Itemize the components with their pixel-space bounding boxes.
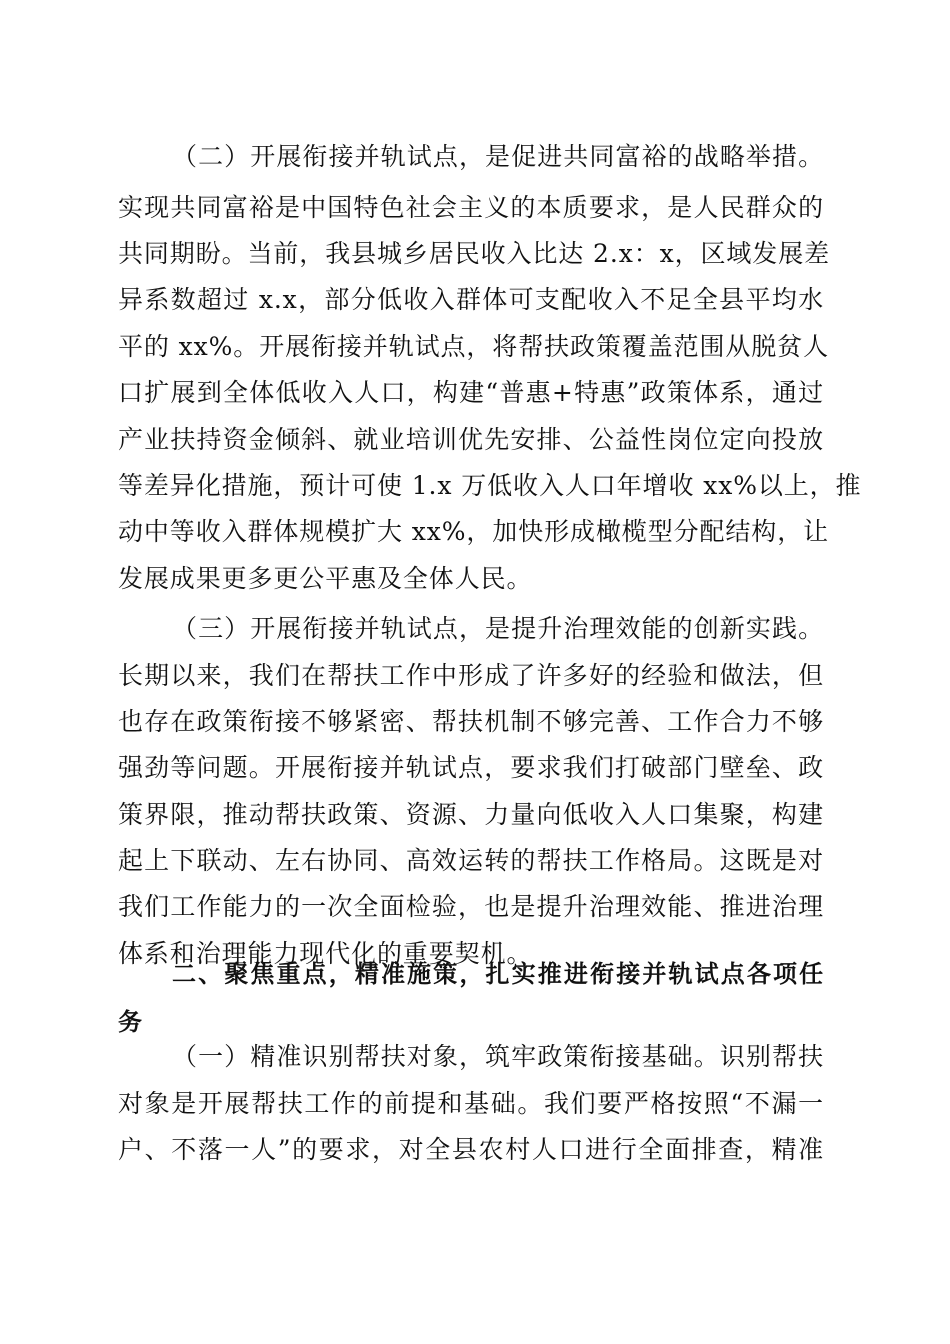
paragraph-line: 动中等收入群体规模扩大 xx%，加快形成橄榄型分配结构，让 — [118, 517, 830, 546]
paragraph-line: 共同期盼。当前，我县城乡居民收入比达 2.x：x，区域发展差 — [118, 239, 830, 268]
paragraph-line: 强劲等问题。开展衔接并轨试点，要求我们打破部门壁垒、政 — [118, 753, 824, 782]
paragraph-line: 户、不落一人”的要求，对全县农村人口进行全面排查，精准 — [118, 1135, 824, 1164]
paragraph-line: 实现共同富裕是中国特色社会主义的本质要求，是人民群众的 — [118, 193, 824, 222]
paragraph-line: 等差异化措施，预计可使 1.x 万低收入人口年增收 xx%以上，推 — [118, 471, 862, 500]
section-heading-continuation: 务 — [118, 1008, 143, 1036]
paragraph-heading-3: （三）开展衔接并轨试点，是提升治理效能的创新实践。 — [172, 614, 824, 643]
section-heading: 二、聚焦重点，精准施策，扎实推进衔接并轨试点各项任 — [172, 960, 824, 988]
paragraph-line: 也存在政策衔接不够紧密、帮扶机制不够完善、工作合力不够 — [118, 707, 824, 736]
paragraph-line: 平的 xx%。开展衔接并轨试点，将帮扶政策覆盖范围从脱贫人 — [118, 332, 830, 361]
paragraph-line: 我们工作能力的一次全面检验，也是提升治理效能、推进治理 — [118, 892, 824, 921]
paragraph-line: 口扩展到全体低收入人口，构建“普惠+特惠”政策体系，通过 — [118, 378, 824, 407]
paragraph-line: 异系数超过 x.x，部分低收入群体可支配收入不足全县平均水 — [118, 285, 824, 314]
paragraph-line: 发展成果更多更公平惠及全体人民。 — [118, 564, 533, 593]
paragraph-line: 长期以来，我们在帮扶工作中形成了许多好的经验和做法，但 — [118, 661, 824, 690]
paragraph-line: 产业扶持资金倾斜、就业培训优先安排、公益性岗位定向投放 — [118, 425, 824, 454]
paragraph-heading-1: （一）精准识别帮扶对象，筑牢政策衔接基础。识别帮扶 — [172, 1042, 824, 1071]
paragraph-line: 对象是开展帮扶工作的前提和基础。我们要严格按照“不漏一 — [118, 1089, 824, 1118]
paragraph-line: 策界限，推动帮扶政策、资源、力量向低收入人口集聚，构建 — [118, 800, 824, 829]
paragraph-line: 起上下联动、左右协同、高效运转的帮扶工作格局。这既是对 — [118, 846, 824, 875]
paragraph-line: 体系和治理能力现代化的重要契机。 — [118, 939, 533, 968]
paragraph-heading-2: （二）开展衔接并轨试点，是促进共同富裕的战略举措。 — [172, 142, 824, 171]
